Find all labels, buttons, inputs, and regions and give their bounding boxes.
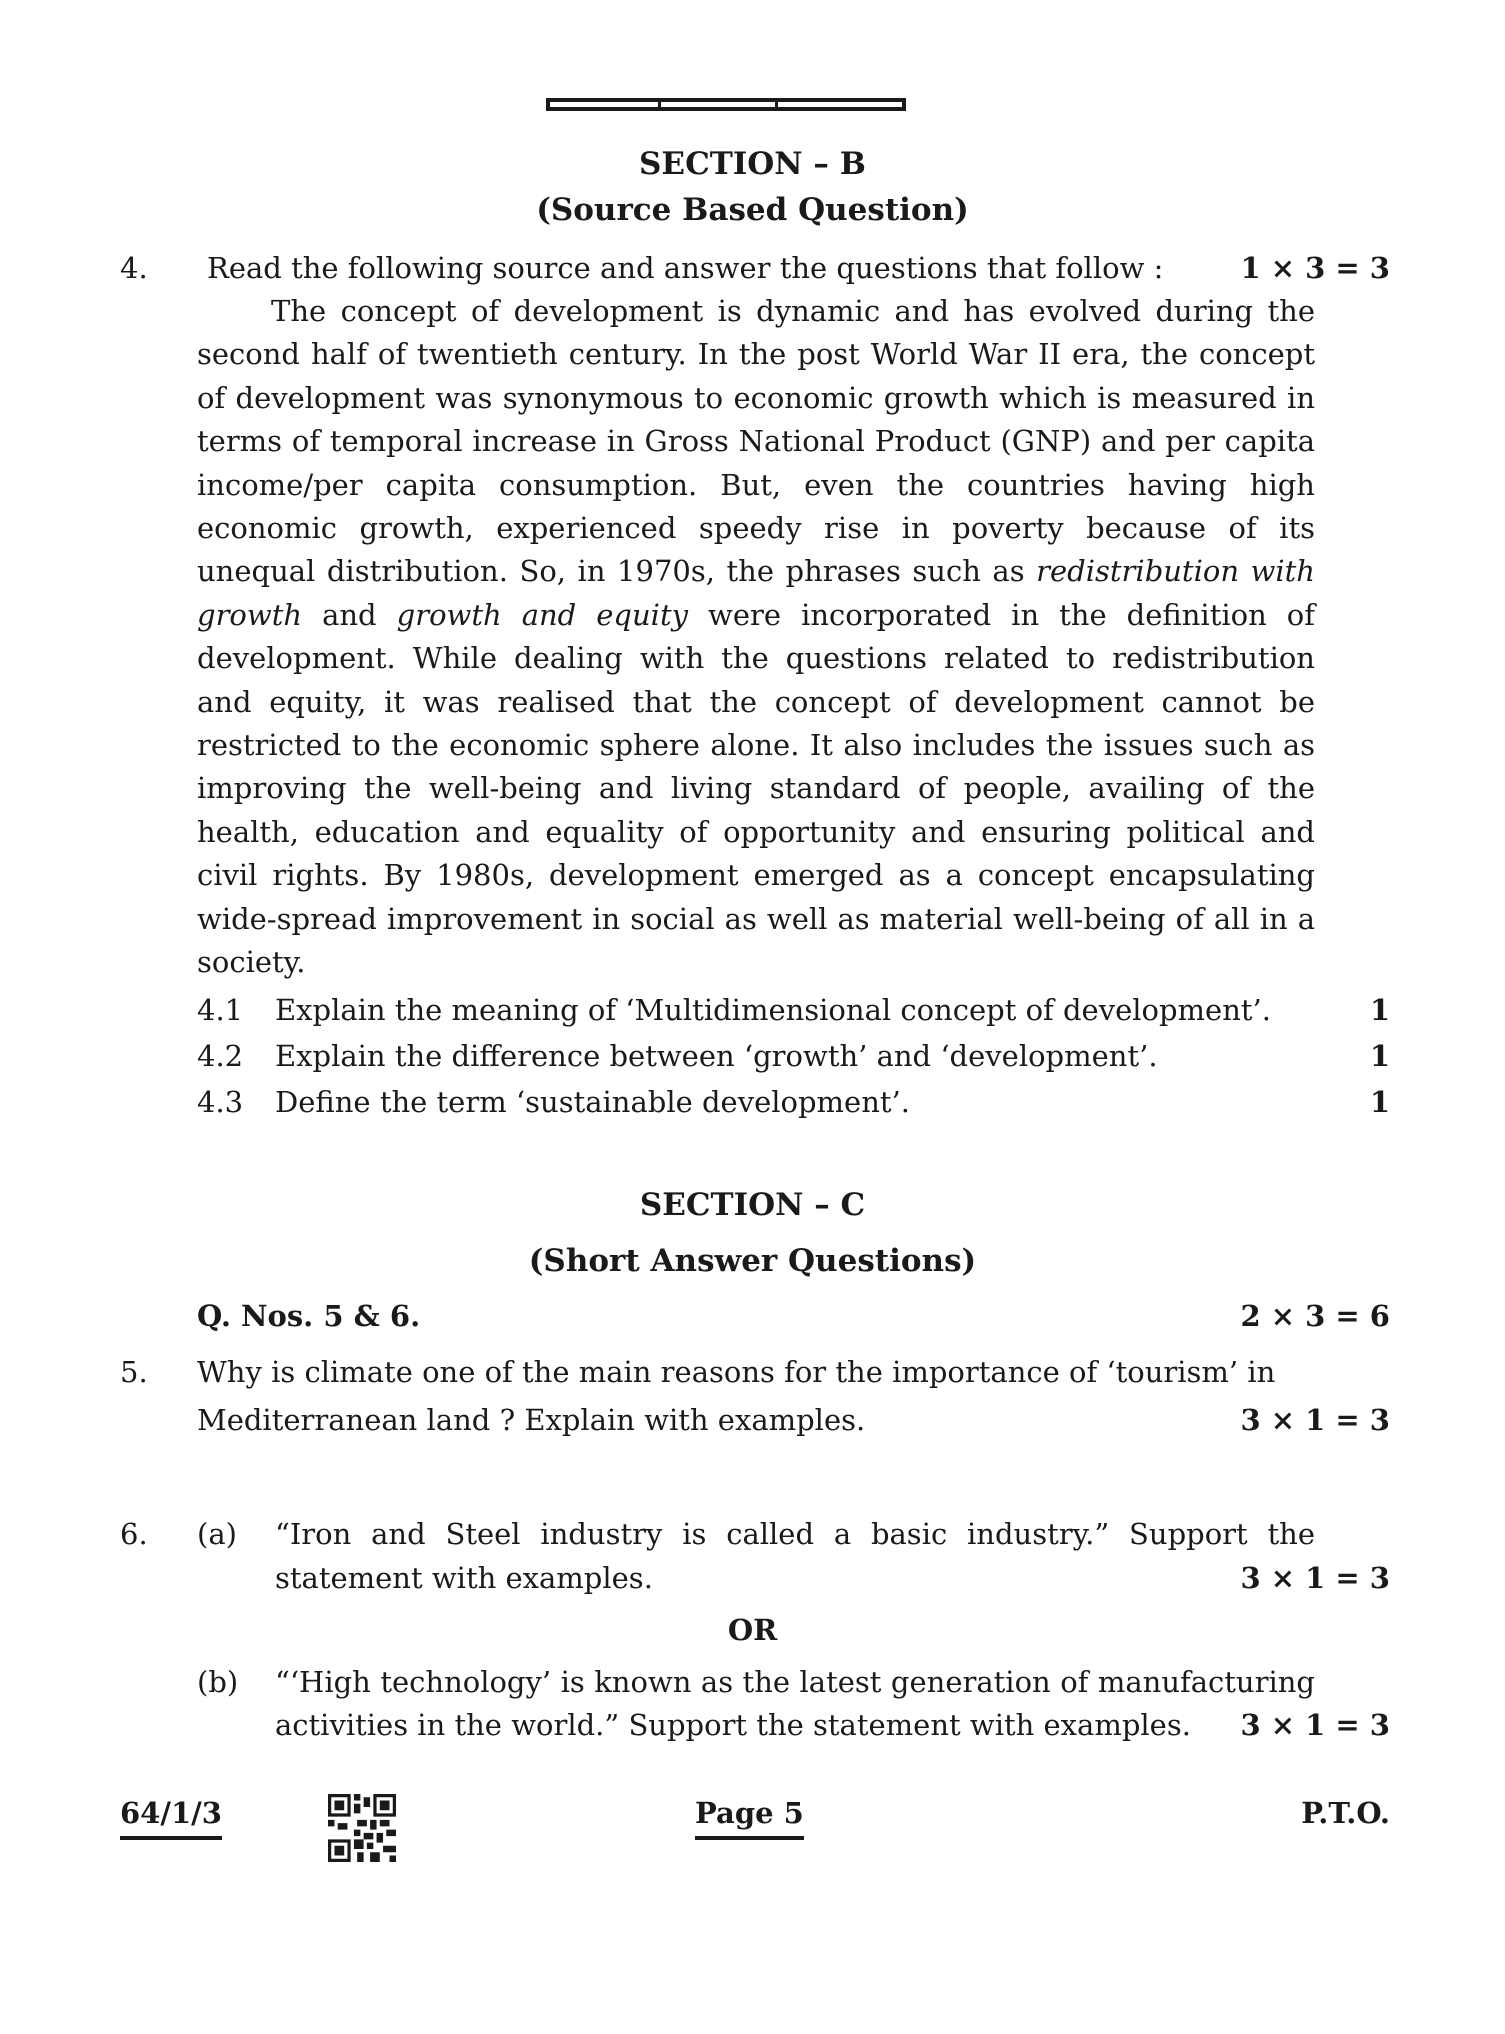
top-divider-bar (546, 98, 906, 111)
passage-part: were incorporated in the definition of development. While dealing with the questions related to redistribution and equity, it was realised that the concept of development cannot be restricted to the economic sphere alone. It also includes the issues such as improving the well-being and living standard of people, availing of the health, education and equality of opportunity and ensuring political and civil rights. By 1980s, development emerged as a concept encapsulating wide-spread improvement in social as well as material well-being of all in a society. (197, 597, 1315, 980)
passage-part: The concept of development is dynamic and has evolved during the second half of twentieth century. In the post World War II era, the concept of development was synonymous to economic growth which is measured in terms of temporal increase in Gross National Product (GNP) and per capita income/per capita consumption. But, even the countries having high economic growth, experienced speedy rise in poverty because of its unequal distribution. So, in 1970s, the phrases such as (197, 294, 1315, 589)
section-b-title: SECTION – B (639, 146, 866, 182)
passage-italic-phrase: redistribution with growth (197, 554, 1315, 632)
section-b-subtitle: (Source Based Question) (536, 192, 969, 228)
q5-number: 5. (120, 1355, 148, 1389)
q6-b-label: (b) (197, 1665, 239, 1699)
q4-number: 4. (120, 251, 148, 285)
q6-a-line2: statement with examples. (275, 1561, 653, 1595)
q6-b-marks: 3 × 1 = 3 (1240, 1708, 1390, 1742)
q6-a-line1: “Iron and Steel industry is called a basic industry.” Support the (275, 1517, 1315, 1551)
q6-a-marks: 3 × 1 = 3 (1240, 1561, 1390, 1595)
passage-part: and (302, 597, 397, 632)
q4-instruction: Read the following source and answer the questions that follow : (207, 251, 1164, 285)
q4-marks: 1 × 3 = 3 (1240, 251, 1390, 285)
q6-a-label: (a) (197, 1517, 237, 1551)
q6-number: 6. (120, 1517, 148, 1551)
q4-2-marks: 1 (1369, 1039, 1390, 1073)
section-c-title: SECTION – C (639, 1187, 866, 1223)
passage-italic-phrase: growth and equity (396, 597, 688, 632)
q4-passage (197, 290, 1315, 985)
q6-b-line2: activities in the world.” Support the statement with examples. (275, 1708, 1191, 1742)
q6-b-line1: “‘High technology’ is known as the latest generation of manufacturing (275, 1665, 1315, 1699)
q4-1-marks: 1 (1369, 993, 1390, 1027)
q4-1-text: Explain the meaning of ‘Multidimensional concept of development’. (275, 993, 1271, 1027)
footer-page-text: Page 5 (695, 1796, 804, 1840)
q4-2-text: Explain the difference between ‘growth’ and ‘development’. (275, 1039, 1158, 1073)
section-c-marks: 2 × 3 = 6 (1240, 1299, 1390, 1333)
q4-3-text: Define the term ‘sustainable development’. (275, 1085, 910, 1119)
footer-code-text: 64/1/3 (120, 1796, 222, 1840)
q6-or: OR (727, 1613, 778, 1647)
q4-3-number: 4.3 (197, 1085, 244, 1119)
q5-marks: 3 × 1 = 3 (1240, 1403, 1390, 1437)
section-c-qnos: Q. Nos. 5 & 6. (197, 1299, 421, 1333)
footer-code (120, 1796, 222, 1830)
qr-code-icon (328, 1794, 396, 1862)
footer-pto: P.T.O. (1301, 1796, 1390, 1830)
footer-page (695, 1796, 804, 1830)
q5-line1: Why is climate one of the main reasons for the importance of ‘tourism’ in (197, 1355, 1276, 1389)
q4-2-number: 4.2 (197, 1039, 244, 1073)
q4-3-marks: 1 (1369, 1085, 1390, 1119)
q5-line2: Mediterranean land ? Explain with examples. (197, 1403, 866, 1437)
q4-1-number: 4.1 (197, 993, 244, 1027)
q4-passage-text (197, 290, 1315, 985)
section-c-subtitle: (Short Answer Questions) (528, 1243, 977, 1279)
